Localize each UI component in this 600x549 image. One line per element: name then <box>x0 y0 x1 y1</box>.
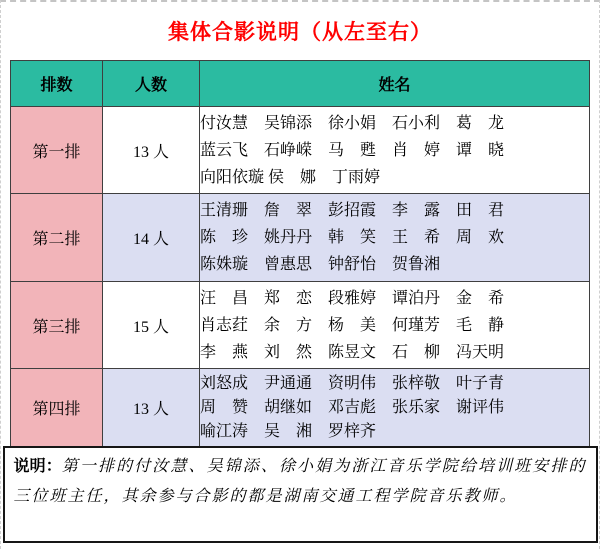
note-box <box>3 446 598 543</box>
header-people-count: 人数 <box>103 61 200 107</box>
name-line: 付汝慧 吴锦添 徐小娟 石小利 葛 龙 <box>200 114 505 132</box>
name-line: 周 赞 胡继如 邓吉彪 张乐家 谢评伟 <box>200 398 505 416</box>
name-line: 向阳依璇 侯 娜 丁雨婷 <box>200 168 381 186</box>
name-line: 陈 珍 姚丹丹 韩 笑 王 希 周 欢 <box>200 229 505 246</box>
row-count: 14 人 <box>103 194 200 282</box>
page-title: 集体合影说明（从左至右） <box>168 21 432 44</box>
table-row <box>11 107 590 194</box>
row-count: 13 人 <box>103 369 200 447</box>
row-count: 13 人 <box>103 107 200 194</box>
table-row <box>11 369 590 447</box>
table-row <box>11 194 590 282</box>
name-line: 喻江涛 吴 湘 罗梓齐 <box>200 422 377 440</box>
note-text: 第一排的付汝慧、吴锦添、徐小娟为浙江音乐学院给培训班安排的三位班主任，其余参与合影的都是湖南交通工程学院音乐教师。 <box>13 458 587 505</box>
name-line: 刘怒成 尹通通 资明伟 张梓敬 叶子青 <box>200 374 505 392</box>
photo-description-table <box>10 60 590 447</box>
name-line: 肖志荭 余 方 杨 美 何瑾芳 毛 静 <box>200 316 505 334</box>
row-names <box>200 107 590 194</box>
name-line: 蓝云飞 石峥嵘 马 甦 肖 婷 谭 晓 <box>200 141 505 159</box>
header-row-number: 排数 <box>11 61 103 107</box>
row-names <box>200 369 590 447</box>
row-label: 第二排 <box>11 194 103 282</box>
name-line: 王清珊 詹 翠 彭招霞 李 露 田 君 <box>200 202 505 219</box>
row-names <box>200 194 590 282</box>
name-line: 李 燕 刘 然 陈昱文 石 柳 冯天明 <box>200 343 505 361</box>
row-label: 第一排 <box>11 107 103 194</box>
row-label: 第四排 <box>11 369 103 447</box>
note-label: 说明： <box>13 458 62 475</box>
name-line: 汪 昌 郑 恋 段雅婷 谭泊丹 金 希 <box>200 289 505 307</box>
header-names: 姓名 <box>200 61 590 107</box>
row-label: 第三排 <box>11 282 103 369</box>
table-header-row <box>11 61 590 107</box>
row-count: 15 人 <box>103 282 200 369</box>
name-line: 陈姝璇 曾惠思 钟舒怡 贺鲁湘 <box>200 256 441 273</box>
row-names <box>200 282 590 369</box>
table-row <box>11 282 590 369</box>
